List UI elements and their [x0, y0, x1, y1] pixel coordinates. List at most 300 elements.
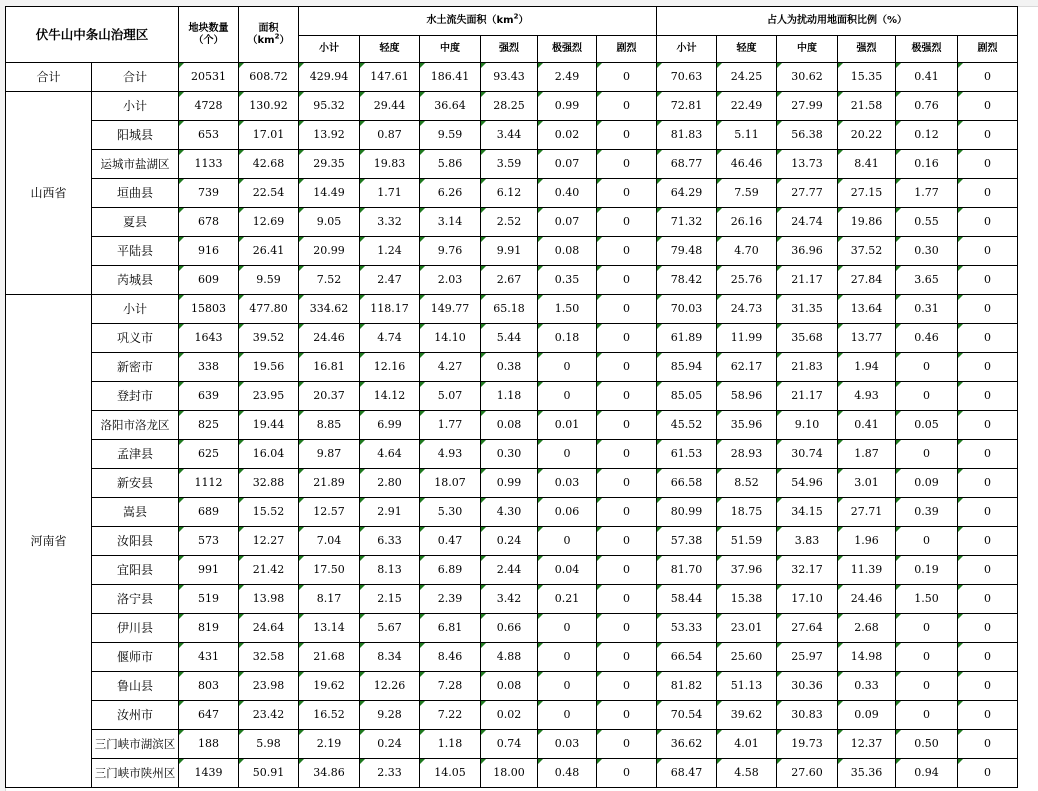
header-count[interactable]: 地块数量（个）	[179, 7, 239, 63]
value-cell[interactable]: 8.17	[299, 585, 360, 614]
value-cell[interactable]: 338	[179, 353, 239, 382]
value-cell[interactable]: 0.02	[538, 121, 597, 150]
value-cell[interactable]: 0	[958, 92, 1018, 121]
value-cell[interactable]: 0	[958, 411, 1018, 440]
value-cell[interactable]: 13.64	[838, 295, 896, 324]
value-cell[interactable]: 689	[179, 498, 239, 527]
value-cell[interactable]: 9.59	[239, 266, 299, 295]
value-cell[interactable]: 0.06	[538, 498, 597, 527]
value-cell[interactable]: 0.35	[538, 266, 597, 295]
value-cell[interactable]: 6.26	[420, 179, 481, 208]
value-cell[interactable]: 0.01	[538, 411, 597, 440]
value-cell[interactable]: 0	[958, 672, 1018, 701]
value-cell[interactable]: 739	[179, 179, 239, 208]
value-cell[interactable]: 28.25	[481, 92, 538, 121]
value-cell[interactable]: 61.53	[657, 440, 717, 469]
value-cell[interactable]: 0	[597, 585, 657, 614]
value-cell[interactable]: 72.81	[657, 92, 717, 121]
value-cell[interactable]: 0	[896, 527, 958, 556]
value-cell[interactable]: 93.43	[481, 63, 538, 92]
value-cell[interactable]: 2.49	[538, 63, 597, 92]
subheader-ratio-4[interactable]: 极强烈	[896, 36, 958, 63]
value-cell[interactable]: 573	[179, 527, 239, 556]
value-cell[interactable]: 1.18	[420, 730, 481, 759]
value-cell[interactable]: 36.62	[657, 730, 717, 759]
value-cell[interactable]: 27.77	[777, 179, 838, 208]
value-cell[interactable]: 18.07	[420, 469, 481, 498]
value-cell[interactable]: 0	[597, 672, 657, 701]
header-erosion-group[interactable]	[299, 7, 657, 36]
value-cell[interactable]: 3.59	[481, 150, 538, 179]
value-cell[interactable]: 1.77	[896, 179, 958, 208]
value-cell[interactable]: 2.44	[481, 556, 538, 585]
value-cell[interactable]: 0.30	[481, 440, 538, 469]
value-cell[interactable]: 0	[958, 643, 1018, 672]
value-cell[interactable]: 36.64	[420, 92, 481, 121]
value-cell[interactable]: 916	[179, 237, 239, 266]
value-cell[interactable]: 85.05	[657, 382, 717, 411]
value-cell[interactable]: 8.85	[299, 411, 360, 440]
value-cell[interactable]: 56.38	[777, 121, 838, 150]
value-cell[interactable]: 0	[958, 527, 1018, 556]
value-cell[interactable]: 0	[538, 614, 597, 643]
county-cell[interactable]: 汝阳县	[92, 527, 179, 556]
county-cell[interactable]: 洛宁县	[92, 585, 179, 614]
value-cell[interactable]: 639	[179, 382, 239, 411]
value-cell[interactable]: 58.44	[657, 585, 717, 614]
value-cell[interactable]: 0	[597, 63, 657, 92]
subheader-ratio-0[interactable]: 小计	[657, 36, 717, 63]
value-cell[interactable]: 4.70	[717, 237, 777, 266]
value-cell[interactable]: 0.99	[538, 92, 597, 121]
value-cell[interactable]: 147.61	[360, 63, 420, 92]
value-cell[interactable]: 66.58	[657, 469, 717, 498]
value-cell[interactable]: 1643	[179, 324, 239, 353]
value-cell[interactable]: 68.47	[657, 759, 717, 788]
value-cell[interactable]: 37.96	[717, 556, 777, 585]
county-cell[interactable]: 新密市	[92, 353, 179, 382]
value-cell[interactable]: 0	[597, 643, 657, 672]
value-cell[interactable]: 80.99	[657, 498, 717, 527]
value-cell[interactable]: 0	[958, 440, 1018, 469]
subheader-erosion-5[interactable]: 剧烈	[597, 36, 657, 63]
value-cell[interactable]: 0.19	[896, 556, 958, 585]
value-cell[interactable]: 19.83	[360, 150, 420, 179]
value-cell[interactable]: 0.18	[538, 324, 597, 353]
value-cell[interactable]: 19.56	[239, 353, 299, 382]
value-cell[interactable]: 39.52	[239, 324, 299, 353]
value-cell[interactable]: 24.25	[717, 63, 777, 92]
value-cell[interactable]: 477.80	[239, 295, 299, 324]
value-cell[interactable]: 0	[597, 208, 657, 237]
value-cell[interactable]: 21.83	[777, 353, 838, 382]
value-cell[interactable]: 45.52	[657, 411, 717, 440]
value-cell[interactable]: 22.54	[239, 179, 299, 208]
value-cell[interactable]: 8.52	[717, 469, 777, 498]
value-cell[interactable]: 0	[597, 150, 657, 179]
value-cell[interactable]: 81.82	[657, 672, 717, 701]
value-cell[interactable]: 12.37	[838, 730, 896, 759]
value-cell[interactable]: 0.02	[481, 701, 538, 730]
value-cell[interactable]: 0.41	[896, 63, 958, 92]
county-cell[interactable]: 芮城县	[92, 266, 179, 295]
value-cell[interactable]: 30.36	[777, 672, 838, 701]
county-cell[interactable]: 运城市盐湖区	[92, 150, 179, 179]
value-cell[interactable]: 8.41	[838, 150, 896, 179]
value-cell[interactable]: 62.17	[717, 353, 777, 382]
value-cell[interactable]: 1.77	[420, 411, 481, 440]
value-cell[interactable]: 0	[958, 469, 1018, 498]
value-cell[interactable]: 12.27	[239, 527, 299, 556]
value-cell[interactable]: 24.74	[777, 208, 838, 237]
value-cell[interactable]: 0	[597, 353, 657, 382]
value-cell[interactable]: 5.86	[420, 150, 481, 179]
value-cell[interactable]: 519	[179, 585, 239, 614]
value-cell[interactable]: 1.71	[360, 179, 420, 208]
value-cell[interactable]: 0	[958, 701, 1018, 730]
value-cell[interactable]: 825	[179, 411, 239, 440]
value-cell[interactable]: 0	[896, 643, 958, 672]
value-cell[interactable]: 25.97	[777, 643, 838, 672]
value-cell[interactable]: 11.39	[838, 556, 896, 585]
value-cell[interactable]: 23.01	[717, 614, 777, 643]
value-cell[interactable]: 0.99	[481, 469, 538, 498]
county-cell[interactable]: 偃师市	[92, 643, 179, 672]
subheader-ratio-2[interactable]: 中度	[777, 36, 838, 63]
value-cell[interactable]: 0.50	[896, 730, 958, 759]
value-cell[interactable]: 14.98	[838, 643, 896, 672]
value-cell[interactable]: 15.38	[717, 585, 777, 614]
value-cell[interactable]: 9.91	[481, 237, 538, 266]
value-cell[interactable]: 26.16	[717, 208, 777, 237]
value-cell[interactable]: 5.11	[717, 121, 777, 150]
value-cell[interactable]: 1.50	[538, 295, 597, 324]
value-cell[interactable]: 70.03	[657, 295, 717, 324]
value-cell[interactable]: 991	[179, 556, 239, 585]
value-cell[interactable]: 54.96	[777, 469, 838, 498]
subheader-ratio-5[interactable]: 剧烈	[958, 36, 1018, 63]
value-cell[interactable]: 15.52	[239, 498, 299, 527]
value-cell[interactable]: 58.96	[717, 382, 777, 411]
county-cell[interactable]: 宜阳县	[92, 556, 179, 585]
value-cell[interactable]: 0	[597, 382, 657, 411]
value-cell[interactable]: 1.24	[360, 237, 420, 266]
table-title[interactable]: 伏牛山中条山治理区	[6, 7, 179, 63]
value-cell[interactable]: 4.93	[838, 382, 896, 411]
value-cell[interactable]: 21.17	[777, 266, 838, 295]
value-cell[interactable]: 9.59	[420, 121, 481, 150]
value-cell[interactable]: 14.12	[360, 382, 420, 411]
value-cell[interactable]: 2.47	[360, 266, 420, 295]
value-cell[interactable]: 0.04	[538, 556, 597, 585]
value-cell[interactable]: 24.46	[838, 585, 896, 614]
value-cell[interactable]: 0.87	[360, 121, 420, 150]
county-cell[interactable]: 平陆县	[92, 237, 179, 266]
value-cell[interactable]: 625	[179, 440, 239, 469]
value-cell[interactable]: 0	[538, 382, 597, 411]
value-cell[interactable]: 0	[597, 179, 657, 208]
subheader-erosion-0[interactable]: 小计	[299, 36, 360, 63]
value-cell[interactable]: 3.32	[360, 208, 420, 237]
value-cell[interactable]: 14.10	[420, 324, 481, 353]
value-cell[interactable]: 3.14	[420, 208, 481, 237]
value-cell[interactable]: 2.33	[360, 759, 420, 788]
county-cell[interactable]: 汝州市	[92, 701, 179, 730]
value-cell[interactable]: 4.01	[717, 730, 777, 759]
value-cell[interactable]: 65.18	[481, 295, 538, 324]
header-area[interactable]	[239, 7, 299, 63]
value-cell[interactable]: 35.96	[717, 411, 777, 440]
value-cell[interactable]: 81.83	[657, 121, 717, 150]
value-cell[interactable]: 7.22	[420, 701, 481, 730]
value-cell[interactable]: 0	[597, 237, 657, 266]
value-cell[interactable]: 2.39	[420, 585, 481, 614]
value-cell[interactable]: 0.08	[481, 411, 538, 440]
value-cell[interactable]: 0	[597, 759, 657, 788]
value-cell[interactable]: 34.86	[299, 759, 360, 788]
value-cell[interactable]: 17.50	[299, 556, 360, 585]
value-cell[interactable]: 13.73	[777, 150, 838, 179]
value-cell[interactable]: 0.07	[538, 208, 597, 237]
value-cell[interactable]: 1.94	[838, 353, 896, 382]
value-cell[interactable]: 26.41	[239, 237, 299, 266]
value-cell[interactable]: 7.59	[717, 179, 777, 208]
value-cell[interactable]: 21.68	[299, 643, 360, 672]
value-cell[interactable]: 36.96	[777, 237, 838, 266]
value-cell[interactable]: 16.04	[239, 440, 299, 469]
county-cell[interactable]: 三门峡市陕州区	[92, 759, 179, 788]
value-cell[interactable]: 0	[958, 498, 1018, 527]
value-cell[interactable]: 95.32	[299, 92, 360, 121]
province-cell[interactable]: 河南省	[6, 295, 92, 788]
county-cell[interactable]: 新安县	[92, 469, 179, 498]
value-cell[interactable]: 20.22	[838, 121, 896, 150]
value-cell[interactable]: 2.15	[360, 585, 420, 614]
value-cell[interactable]: 8.46	[420, 643, 481, 672]
value-cell[interactable]: 0	[958, 556, 1018, 585]
value-cell[interactable]: 70.54	[657, 701, 717, 730]
value-cell[interactable]: 3.65	[896, 266, 958, 295]
value-cell[interactable]: 21.58	[838, 92, 896, 121]
value-cell[interactable]: 27.15	[838, 179, 896, 208]
county-cell[interactable]: 登封市	[92, 382, 179, 411]
value-cell[interactable]: 11.99	[717, 324, 777, 353]
value-cell[interactable]: 1.87	[838, 440, 896, 469]
value-cell[interactable]: 0.66	[481, 614, 538, 643]
value-cell[interactable]: 8.34	[360, 643, 420, 672]
value-cell[interactable]: 0.03	[538, 730, 597, 759]
value-cell[interactable]: 2.03	[420, 266, 481, 295]
value-cell[interactable]: 4.30	[481, 498, 538, 527]
value-cell[interactable]: 4.58	[717, 759, 777, 788]
value-cell[interactable]: 0	[958, 179, 1018, 208]
value-cell[interactable]: 0.09	[896, 469, 958, 498]
value-cell[interactable]: 0.21	[538, 585, 597, 614]
value-cell[interactable]: 803	[179, 672, 239, 701]
value-cell[interactable]: 0.24	[360, 730, 420, 759]
value-cell[interactable]: 609	[179, 266, 239, 295]
value-cell[interactable]: 0.41	[838, 411, 896, 440]
value-cell[interactable]: 0	[538, 527, 597, 556]
value-cell[interactable]: 12.16	[360, 353, 420, 382]
value-cell[interactable]: 0	[597, 92, 657, 121]
value-cell[interactable]: 0	[958, 730, 1018, 759]
value-cell[interactable]: 17.01	[239, 121, 299, 150]
county-cell[interactable]: 垣曲县	[92, 179, 179, 208]
value-cell[interactable]: 50.91	[239, 759, 299, 788]
value-cell[interactable]: 2.91	[360, 498, 420, 527]
value-cell[interactable]: 68.77	[657, 150, 717, 179]
value-cell[interactable]: 0	[958, 324, 1018, 353]
value-cell[interactable]: 0	[896, 672, 958, 701]
value-cell[interactable]: 6.89	[420, 556, 481, 585]
value-cell[interactable]: 1439	[179, 759, 239, 788]
value-cell[interactable]: 12.57	[299, 498, 360, 527]
value-cell[interactable]: 0.39	[896, 498, 958, 527]
subheader-ratio-1[interactable]: 轻度	[717, 36, 777, 63]
value-cell[interactable]: 188	[179, 730, 239, 759]
county-cell[interactable]: 孟津县	[92, 440, 179, 469]
value-cell[interactable]: 0.47	[420, 527, 481, 556]
value-cell[interactable]: 0	[896, 440, 958, 469]
value-cell[interactable]: 0	[896, 382, 958, 411]
value-cell[interactable]: 8.13	[360, 556, 420, 585]
value-cell[interactable]: 0.94	[896, 759, 958, 788]
value-cell[interactable]: 7.28	[420, 672, 481, 701]
value-cell[interactable]: 22.49	[717, 92, 777, 121]
value-cell[interactable]: 9.87	[299, 440, 360, 469]
value-cell[interactable]: 30.62	[777, 63, 838, 92]
value-cell[interactable]: 35.68	[777, 324, 838, 353]
value-cell[interactable]: 16.81	[299, 353, 360, 382]
value-cell[interactable]: 5.98	[239, 730, 299, 759]
value-cell[interactable]: 53.33	[657, 614, 717, 643]
value-cell[interactable]: 0.38	[481, 353, 538, 382]
value-cell[interactable]: 34.15	[777, 498, 838, 527]
value-cell[interactable]: 30.83	[777, 701, 838, 730]
value-cell[interactable]: 5.44	[481, 324, 538, 353]
value-cell[interactable]: 130.92	[239, 92, 299, 121]
value-cell[interactable]: 0	[958, 208, 1018, 237]
value-cell[interactable]: 7.04	[299, 527, 360, 556]
value-cell[interactable]: 118.17	[360, 295, 420, 324]
value-cell[interactable]: 31.35	[777, 295, 838, 324]
value-cell[interactable]: 0.74	[481, 730, 538, 759]
value-cell[interactable]: 2.68	[838, 614, 896, 643]
value-cell[interactable]: 0	[597, 411, 657, 440]
value-cell[interactable]: 0.55	[896, 208, 958, 237]
value-cell[interactable]: 42.68	[239, 150, 299, 179]
value-cell[interactable]: 334.62	[299, 295, 360, 324]
value-cell[interactable]: 0.08	[481, 672, 538, 701]
value-cell[interactable]: 0	[538, 353, 597, 382]
value-cell[interactable]: 29.44	[360, 92, 420, 121]
value-cell[interactable]: 6.12	[481, 179, 538, 208]
value-cell[interactable]: 23.42	[239, 701, 299, 730]
value-cell[interactable]: 0	[597, 324, 657, 353]
value-cell[interactable]: 18.00	[481, 759, 538, 788]
value-cell[interactable]: 28.93	[717, 440, 777, 469]
value-cell[interactable]: 0	[896, 701, 958, 730]
value-cell[interactable]: 0	[597, 498, 657, 527]
value-cell[interactable]: 19.86	[838, 208, 896, 237]
value-cell[interactable]: 1.50	[896, 585, 958, 614]
value-cell[interactable]: 16.52	[299, 701, 360, 730]
value-cell[interactable]: 0.03	[538, 469, 597, 498]
value-cell[interactable]: 6.81	[420, 614, 481, 643]
value-cell[interactable]: 13.14	[299, 614, 360, 643]
value-cell[interactable]: 0	[538, 643, 597, 672]
county-cell[interactable]: 鲁山县	[92, 672, 179, 701]
value-cell[interactable]: 4.64	[360, 440, 420, 469]
subheader-erosion-1[interactable]: 轻度	[360, 36, 420, 63]
value-cell[interactable]: 20.37	[299, 382, 360, 411]
value-cell[interactable]: 15803	[179, 295, 239, 324]
value-cell[interactable]: 21.17	[777, 382, 838, 411]
value-cell[interactable]: 2.52	[481, 208, 538, 237]
value-cell[interactable]: 19.44	[239, 411, 299, 440]
value-cell[interactable]: 85.94	[657, 353, 717, 382]
value-cell[interactable]: 32.58	[239, 643, 299, 672]
province-cell[interactable]: 合计	[6, 63, 92, 92]
value-cell[interactable]: 0.16	[896, 150, 958, 179]
value-cell[interactable]: 27.71	[838, 498, 896, 527]
value-cell[interactable]: 24.64	[239, 614, 299, 643]
county-cell[interactable]: 巩义市	[92, 324, 179, 353]
value-cell[interactable]: 0	[958, 614, 1018, 643]
value-cell[interactable]: 23.95	[239, 382, 299, 411]
value-cell[interactable]: 0	[958, 266, 1018, 295]
value-cell[interactable]: 0	[597, 701, 657, 730]
value-cell[interactable]: 78.42	[657, 266, 717, 295]
value-cell[interactable]: 9.28	[360, 701, 420, 730]
value-cell[interactable]: 1112	[179, 469, 239, 498]
value-cell[interactable]: 5.07	[420, 382, 481, 411]
value-cell[interactable]: 0.05	[896, 411, 958, 440]
value-cell[interactable]: 0	[597, 556, 657, 585]
value-cell[interactable]: 0	[597, 614, 657, 643]
value-cell[interactable]: 35.36	[838, 759, 896, 788]
value-cell[interactable]: 3.42	[481, 585, 538, 614]
value-cell[interactable]: 3.83	[777, 527, 838, 556]
value-cell[interactable]: 0	[597, 295, 657, 324]
value-cell[interactable]: 0	[958, 237, 1018, 266]
value-cell[interactable]: 46.46	[717, 150, 777, 179]
value-cell[interactable]: 0	[958, 382, 1018, 411]
value-cell[interactable]: 0.76	[896, 92, 958, 121]
subheader-erosion-3[interactable]: 强烈	[481, 36, 538, 63]
header-ratio-group[interactable]: 占人为扰动用地面积比例（%）	[657, 7, 1018, 36]
county-cell[interactable]: 夏县	[92, 208, 179, 237]
value-cell[interactable]: 0.09	[838, 701, 896, 730]
value-cell[interactable]: 27.64	[777, 614, 838, 643]
value-cell[interactable]: 149.77	[420, 295, 481, 324]
value-cell[interactable]: 0	[958, 63, 1018, 92]
value-cell[interactable]: 1.96	[838, 527, 896, 556]
value-cell[interactable]: 6.99	[360, 411, 420, 440]
value-cell[interactable]: 24.73	[717, 295, 777, 324]
value-cell[interactable]: 608.72	[239, 63, 299, 92]
county-cell[interactable]: 伊川县	[92, 614, 179, 643]
value-cell[interactable]: 4.88	[481, 643, 538, 672]
value-cell[interactable]: 5.67	[360, 614, 420, 643]
value-cell[interactable]: 0	[597, 266, 657, 295]
value-cell[interactable]: 186.41	[420, 63, 481, 92]
value-cell[interactable]: 0	[597, 527, 657, 556]
value-cell[interactable]: 19.62	[299, 672, 360, 701]
value-cell[interactable]: 0.07	[538, 150, 597, 179]
value-cell[interactable]: 0	[896, 353, 958, 382]
